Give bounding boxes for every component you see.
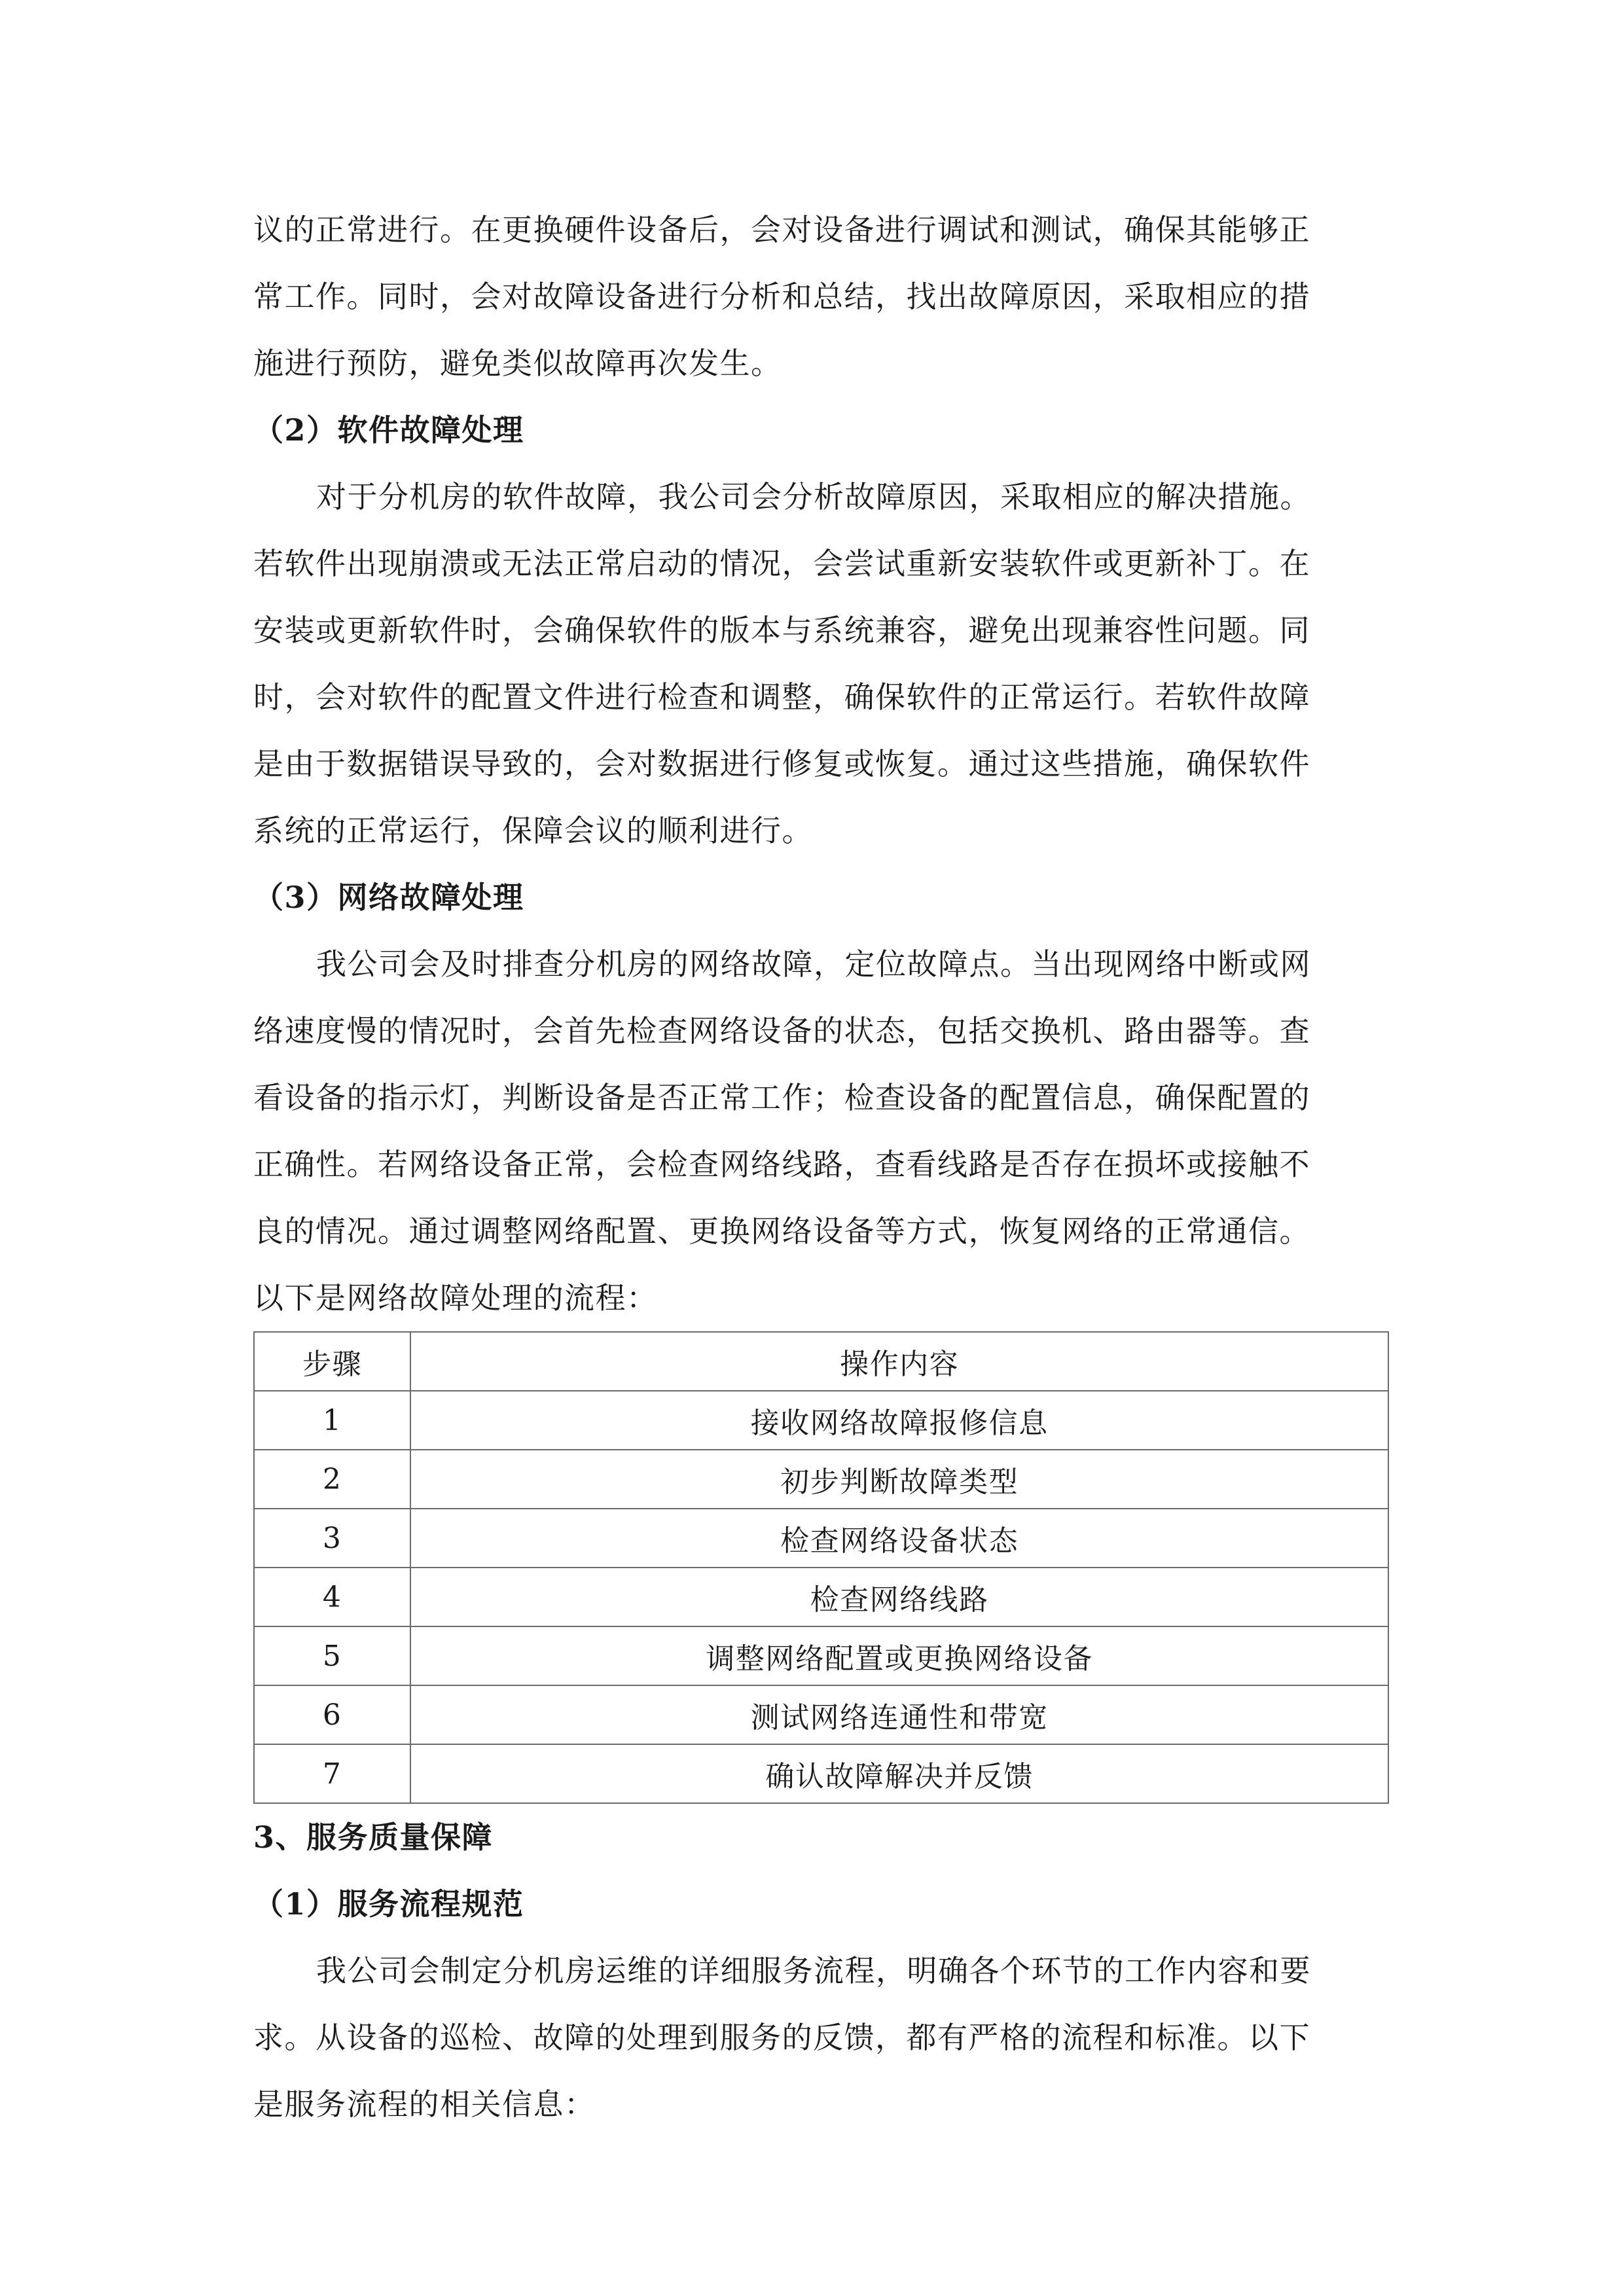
heading-software-fault: （2）软件故障处理 [253,412,524,448]
table-row [254,1391,1388,1450]
text-line: 若软件出现崩溃或无法正常启动的情况，会尝试重新安装软件或更新补丁。在 [253,546,1310,581]
step-number: 1 [254,1391,410,1450]
text-line: 良的情况。通过调整网络配置、更换网络设备等方式，恢复网络的正常通信。 [253,1213,1310,1249]
text-line: 议的正常进行。在更换硬件设备后，会对设备进行调试和测试，确保其能够正 [253,212,1310,247]
step-operation: 调整网络配置或更换网络设备 [410,1626,1388,1685]
text-line: 求。从设备的巡检、故障的处理到服务的反馈，都有严格的流程和标准。以下 [253,2020,1310,2055]
step-operation: 测试网络连通性和带宽 [410,1685,1388,1744]
text-line: 安装或更新软件时，会确保软件的版本与系统兼容，避免出现兼容性问题。同 [253,613,1310,648]
header-step: 步骤 [254,1332,410,1391]
table-header-row [254,1332,1388,1391]
step-operation: 检查网络线路 [410,1568,1388,1626]
text-line: 是由于数据错误导致的，会对数据进行修复或恢复。通过这些措施，确保软件 [253,746,1310,781]
header-operation: 操作内容 [410,1332,1388,1391]
table-row [254,1744,1388,1803]
step-operation: 接收网络故障报修信息 [410,1391,1388,1450]
text-line: 对于分机房的软件故障，我公司会分析故障原因，采取相应的解决措施。 [316,479,1311,514]
paragraph-software-fault [253,463,1379,864]
document-body [253,196,1379,2138]
paragraph-hardware-continued [253,196,1379,397]
text-line: 常工作。同时，会对故障设备进行分析和总结，找出故障原因，采取相应的措 [253,279,1310,314]
step-number: 2 [254,1450,410,1509]
text-line: 看设备的指示灯，判断设备是否正常工作；检查设备的配置信息，确保配置的 [253,1080,1310,1115]
text-line: 系统的正常运行，保障会议的顺利进行。 [253,813,813,848]
table-row [254,1685,1388,1744]
step-operation: 初步判断故障类型 [410,1450,1388,1509]
text-line: 我公司会及时排查分机房的网络故障，定位故障点。当出现网络中断或网 [316,946,1311,982]
table-row [254,1509,1388,1568]
table-row [254,1450,1388,1509]
heading-service-quality: 3、服务质量保障 [253,1820,494,1855]
step-operation: 确认故障解决并反馈 [410,1744,1388,1803]
text-line: 我公司会制定分机房运维的详细服务流程，明确各个环节的工作内容和要 [316,1953,1311,1988]
text-line: 是服务流程的相关信息： [253,2087,596,2122]
network-fault-process-table [253,1331,1389,1804]
step-number: 6 [254,1685,410,1744]
step-number: 7 [254,1744,410,1803]
step-operation: 检查网络设备状态 [410,1509,1388,1568]
subheading-service-process: （1）服务流程规范 [253,1886,524,1922]
text-line: 时，会对软件的配置文件进行检查和调整，确保软件的正常运行。若软件故障 [253,679,1310,715]
step-number: 4 [254,1568,410,1626]
text-line: 施进行预防，避免类似故障再次发生。 [253,346,782,381]
step-number: 5 [254,1626,410,1685]
table-row [254,1626,1388,1685]
text-line: 络速度慢的情况时，会首先检查网络设备的状态，包括交换机、路由器等。查 [253,1013,1310,1049]
step-number: 3 [254,1509,410,1568]
heading-network-fault: （3）网络故障处理 [253,880,524,915]
text-line: 以下是网络故障处理的流程： [253,1280,658,1316]
paragraph-network-fault [253,931,1379,1331]
paragraph-service-process [253,1937,1379,2138]
table-row [254,1568,1388,1626]
text-line: 正确性。若网络设备正常，会检查网络线路，查看线路是否存在损坏或接触不 [253,1147,1310,1182]
